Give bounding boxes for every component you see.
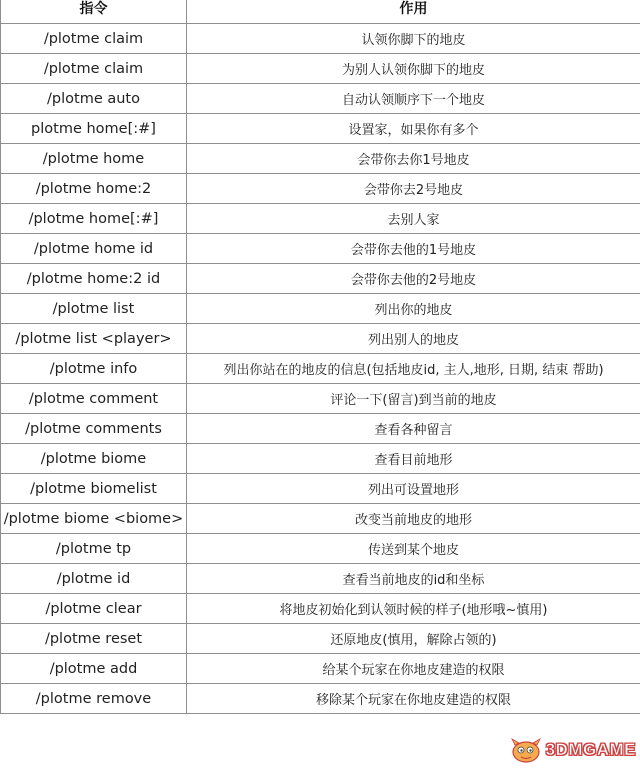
mascot-icon [509,736,543,764]
command-cell: /plotme auto [1,84,187,114]
command-cell: plotme home[:#] [1,114,187,144]
description-cell: 还原地皮(慎用，解除占领的) [187,624,640,654]
command-cell: /plotme home:2 id [1,264,187,294]
table-row [1,384,640,414]
description-cell: 查看各种留言 [187,414,640,444]
description-cell: 移除某个玩家在你地皮建造的权限 [187,684,640,714]
command-cell: /plotme list [1,294,187,324]
header-description: 作用 [187,0,640,24]
description-cell: 认领你脚下的地皮 [187,24,640,54]
table-row [1,624,640,654]
watermark-text: 3DMGAME [545,740,636,759]
description-cell: 给某个玩家在你地皮建造的权限 [187,654,640,684]
table-row [1,654,640,684]
command-cell: /plotme home id [1,234,187,264]
table-row [1,354,640,384]
table-row [1,444,640,474]
table-row [1,174,640,204]
table-row [1,54,640,84]
description-cell: 查看目前地形 [187,444,640,474]
description-cell: 列出你站在的地皮的信息(包括地皮id, 主人,地形, 日期, 结束 帮助) [187,354,640,384]
description-cell: 列出你的地皮 [187,294,640,324]
description-cell: 查看当前地皮的id和坐标 [187,564,640,594]
table-row [1,294,640,324]
command-cell: /plotme list <player> [1,324,187,354]
command-cell: /plotme clear [1,594,187,624]
command-cell: /plotme biome [1,444,187,474]
table-row [1,264,640,294]
command-cell: /plotme home:2 [1,174,187,204]
description-cell: 改变当前地皮的地形 [187,504,640,534]
description-cell: 去别人家 [187,204,640,234]
command-cell: /plotme biome <biome> [1,504,187,534]
command-cell: /plotme biomelist [1,474,187,504]
description-cell: 会带你去他的2号地皮 [187,264,640,294]
description-cell: 会带你去你1号地皮 [187,144,640,174]
table-header-row [1,0,640,24]
command-cell: /plotme claim [1,54,187,84]
description-cell: 设置家，如果你有多个 [187,114,640,144]
command-cell: /plotme home[:#] [1,204,187,234]
table-row [1,414,640,444]
description-cell: 自动认领顺序下一个地皮 [187,84,640,114]
table-row [1,144,640,174]
watermark [509,736,636,764]
description-cell: 为别人认领你脚下的地皮 [187,54,640,84]
table-row [1,474,640,504]
table-row [1,504,640,534]
table-row [1,534,640,564]
table-row [1,564,640,594]
command-cell: /plotme reset [1,624,187,654]
header-command: 指令 [1,0,187,24]
table-row [1,234,640,264]
description-cell: 列出别人的地皮 [187,324,640,354]
description-cell: 列出可设置地形 [187,474,640,504]
command-cell: /plotme id [1,564,187,594]
command-cell: /plotme comment [1,384,187,414]
command-cell: /plotme comments [1,414,187,444]
table-row [1,594,640,624]
table-row [1,114,640,144]
description-cell: 将地皮初始化到认领时候的样子(地形哦~慎用) [187,594,640,624]
command-cell: /plotme home [1,144,187,174]
table-row [1,324,640,354]
table-row [1,684,640,714]
description-cell: 会带你去2号地皮 [187,174,640,204]
table-body [1,24,640,714]
description-cell: 会带你去他的1号地皮 [187,234,640,264]
command-cell: /plotme add [1,654,187,684]
description-cell: 评论一下(留言)到当前的地皮 [187,384,640,414]
table-row [1,24,640,54]
command-cell: /plotme remove [1,684,187,714]
table-row [1,204,640,234]
description-cell: 传送到某个地皮 [187,534,640,564]
table-row [1,84,640,114]
command-cell: /plotme tp [1,534,187,564]
command-cell: /plotme info [1,354,187,384]
command-cell: /plotme claim [1,24,187,54]
